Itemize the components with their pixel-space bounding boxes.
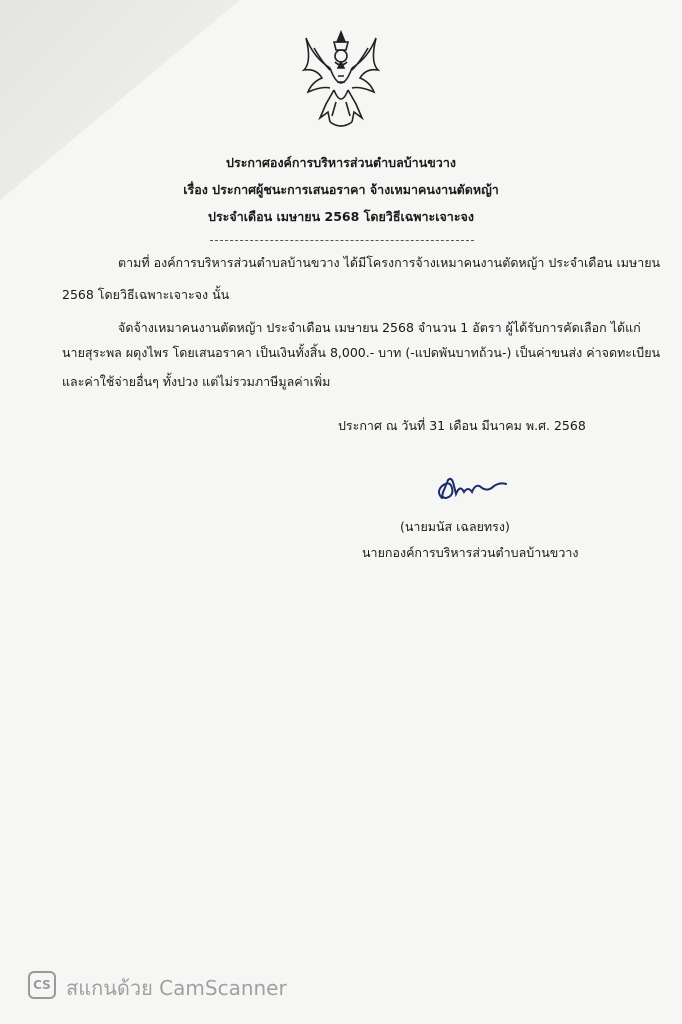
announce-date: ประกาศ ณ วันที่ 31 เดือน มีนาคม พ.ศ. 2568	[338, 418, 586, 433]
garuda-emblem-icon	[300, 28, 382, 132]
header-title: ประกาศองค์การบริหารส่วนตำบลบ้านขวาง	[226, 155, 456, 170]
header-subject: เรื่อง ประกาศผู้ชนะการเสนอราคา จ้างเหมาคนงานตัดหญ้า	[183, 182, 499, 197]
paragraph-1-line-1: ตามที่ องค์การบริหารส่วนตำบลบ้านขวาง ได้มีโครงการจ้างเหมาคนงานตัดหญ้า ประจำเดือน เมษายน	[118, 255, 661, 270]
paragraph-2-line-1: จัดจ้างเหมาคนงานตัดหญ้า ประจำเดือน เมษายน 2568 จำนวน 1 อัตรา ผู้ได้รับการคัดเลือก ได้แก่	[118, 320, 641, 335]
signer-position: นายกองค์การบริหารส่วนตำบลบ้านขวาง	[362, 545, 579, 560]
header-period: ประจำเดือน เมษายน 2568 โดยวิธีเฉพาะเจาะจง	[208, 209, 474, 224]
signer-name: (นายมนัส เฉลยทรง)	[400, 519, 510, 534]
camscanner-logo-icon: CS	[28, 971, 56, 999]
paragraph-2-line-3: และค่าใช้จ่ายอื่นๆ ทั้งปวง แต่ไม่รวมภาษีมูลค่าเพิ่ม	[62, 374, 331, 389]
handwritten-signature	[432, 472, 512, 506]
camscanner-watermark: สแกนด้วย CamScanner	[66, 976, 287, 1000]
paragraph-2-line-2: นายสุระพล ผดุงไพร โดยเสนอราคา เป็นเงินทั้งสิ้น 8,000.- บาท (-แปดพันบาทถ้วน-) เป็นค่าขนส่ง ค่าจดทะเบียน	[62, 345, 661, 360]
paragraph-1-line-2: 2568 โดยวิธีเฉพาะเจาะจง นั้น	[62, 287, 230, 302]
header-divider	[210, 240, 474, 241]
